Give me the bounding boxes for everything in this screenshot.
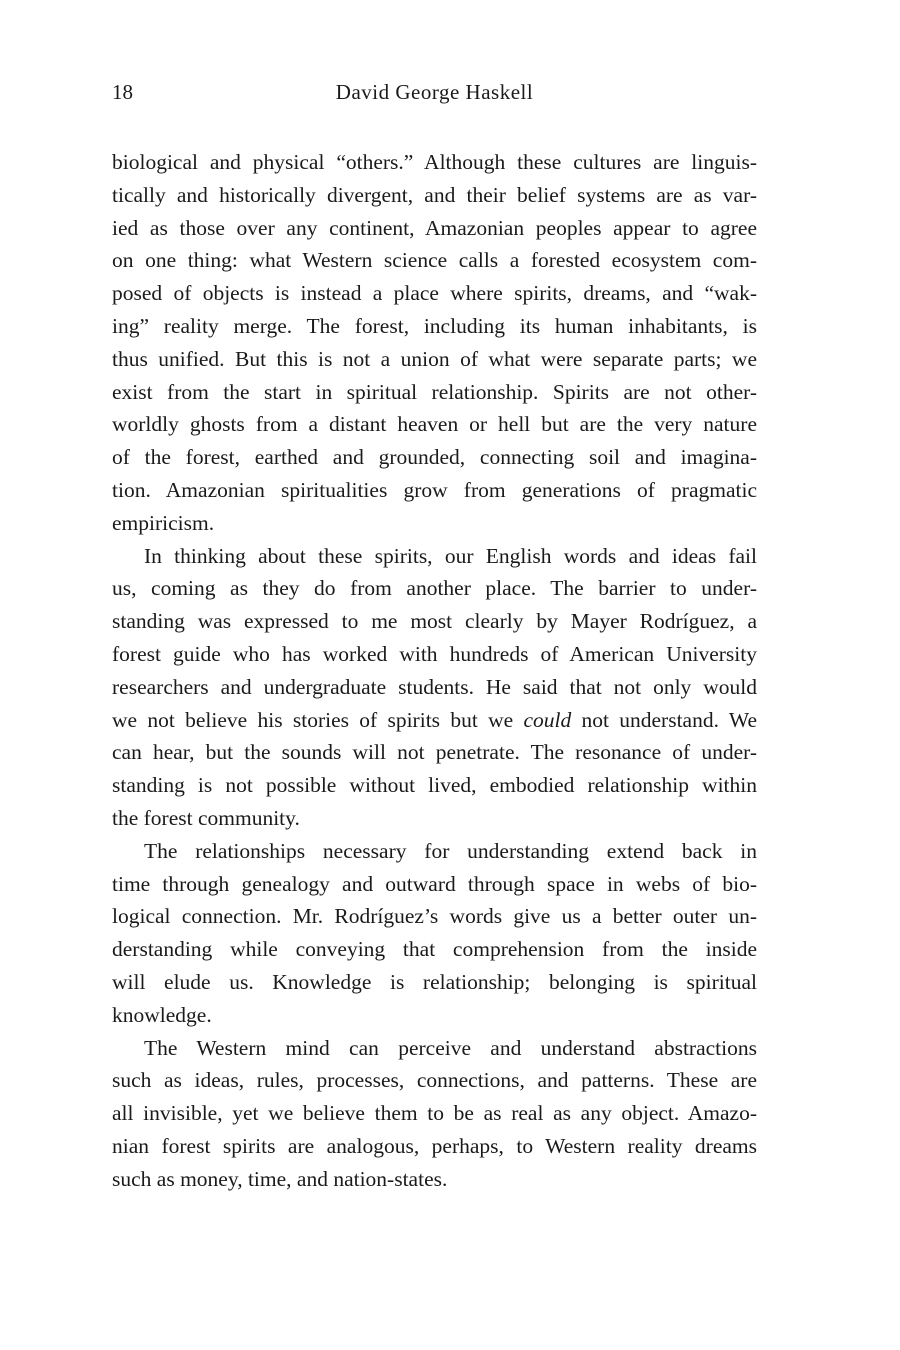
text-segment: we not believe his stories of spirits but we (112, 707, 524, 732)
italic-word: could (523, 707, 572, 732)
text-line: on one thing: what Western science calls a forested ecosystem com- (112, 248, 757, 273)
running-head (112, 80, 757, 110)
text-line: empiricism. (112, 510, 215, 535)
page-number: 18 (112, 80, 133, 104)
text-line: all invisible, yet we believe them to be as real as any object. Amazo- (112, 1101, 757, 1126)
text-line-with-italic (112, 704, 757, 737)
paragraph-1 (112, 146, 757, 540)
text-line: us, coming as they do from another place. The barrier to under- (112, 576, 757, 601)
text-line: ing” reality merge. The forest, including its human inhabitants, is (112, 313, 757, 338)
text-line: such as ideas, rules, processes, connections, and patterns. These are (112, 1068, 757, 1093)
text-line: The relationships necessary for understanding extend back in (144, 838, 757, 863)
text-line: such as money, time, and nation-states. (112, 1166, 448, 1191)
paragraph-4 (112, 1032, 757, 1196)
text-line: standing is not possible without lived, embodied relationship within (112, 773, 757, 798)
text-line: The Western mind can perceive and understand abstractions (144, 1035, 757, 1060)
text-line: of the forest, earthed and grounded, connecting soil and imagina- (112, 445, 757, 470)
text-line: can hear, but the sounds will not penetrate. The resonance of under- (112, 740, 757, 765)
text-line: tion. Amazonian spiritualities grow from generations of pragmatic (112, 477, 757, 502)
paragraph-3 (112, 835, 757, 1032)
text-line: the forest community. (112, 805, 300, 830)
body-text (112, 146, 757, 1196)
text-line: researchers and undergraduate students. He said that not only would (112, 674, 757, 699)
text-line: time through genealogy and outward through space in webs of bio- (112, 871, 757, 896)
text-line: In thinking about these spirits, our English words and ideas fail (144, 543, 757, 568)
text-line: logical connection. Mr. Rodríguez’s words give us a better outer un- (112, 904, 757, 929)
paragraph-2 (112, 540, 757, 835)
running-title: David George Haskell (335, 80, 534, 104)
text-line: exist from the start in spiritual relationship. Spirits are not other- (112, 379, 757, 404)
text-line: nian forest spirits are analogous, perhaps, to Western reality dreams (112, 1133, 757, 1158)
text-line: thus unified. But this is not a union of what were separate parts; we (112, 346, 757, 371)
text-segment: not understand. We (571, 707, 757, 732)
text-line: standing was expressed to me most clearly by Mayer Rodríguez, a (112, 609, 757, 634)
text-line: will elude us. Knowledge is relationship; belonging is spiritual (112, 969, 757, 994)
text-line: derstanding while conveying that comprehension from the inside (112, 937, 757, 962)
text-line: posed of objects is instead a place where spirits, dreams, and “wak- (112, 281, 757, 306)
text-line: tically and historically divergent, and their belief systems are as var- (112, 182, 757, 207)
text-line: knowledge. (112, 1002, 212, 1027)
text-line: ied as those over any continent, Amazonian peoples appear to agree (112, 215, 757, 240)
text-line: worldly ghosts from a distant heaven or hell but are the very nature (112, 412, 757, 437)
text-line: biological and physical “others.” Although these cultures are linguis- (112, 150, 757, 174)
text-line: forest guide who has worked with hundreds of American University (112, 641, 757, 666)
